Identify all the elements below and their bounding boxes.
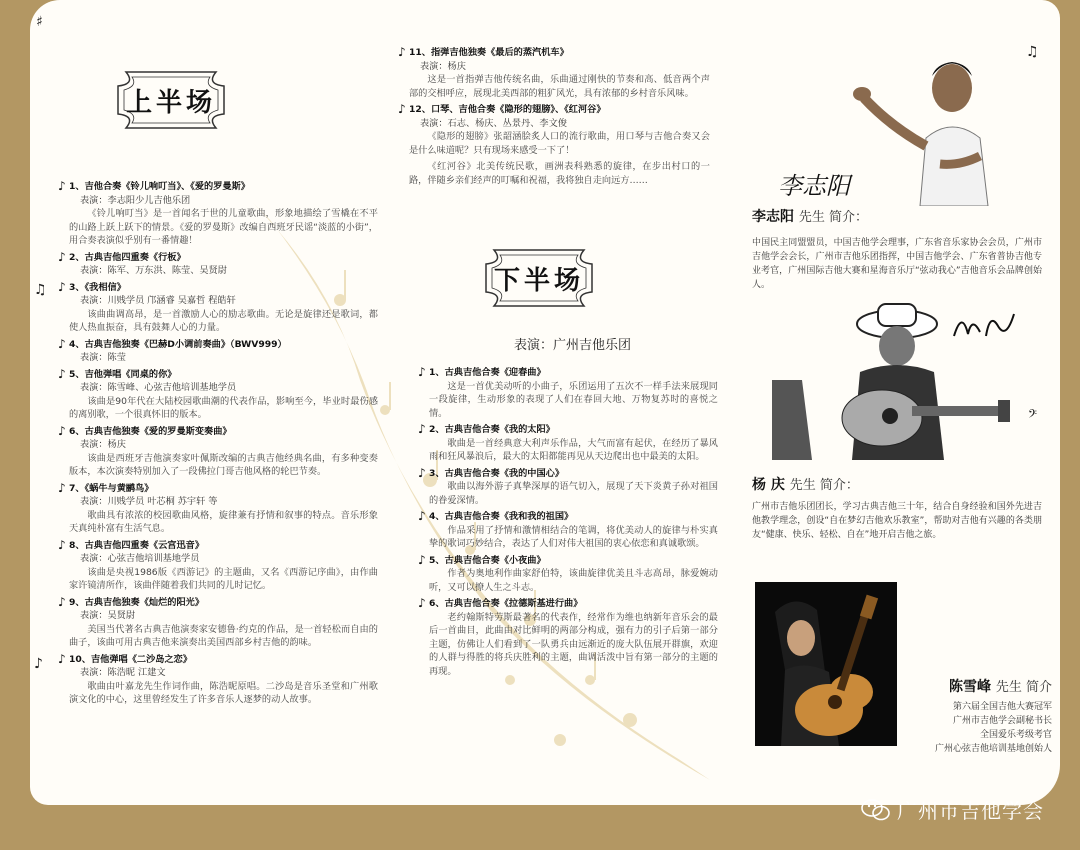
bio-line: 第六届全国吉他大赛冠军 [952,702,1052,712]
second-half-badge [474,242,604,314]
item-title: 2、古典吉他四重奏《行板》 [69,251,186,263]
program-item [58,482,378,536]
music-note-icon: ♪ [58,249,66,264]
music-note-icon: ♪ [418,465,426,480]
item-performer: 表演：陈浩昵 江建文 [80,667,166,678]
music-note-icon: ♪ [418,596,426,610]
bio-yang-qing [752,474,1042,542]
second-half-program [418,366,718,681]
bio-text: 广州市吉他乐团团长，学习古典吉他三十年，结合自身经验和国外先进吉他教学理念，创设“自在梦幻吉他欢乐教室”，帮助对吉他有兴趣的各类朋友“健康、快乐、轻松、自在”地开启吉他之旅。 [752,502,1042,540]
bio-line: 全国爱乐考级考官 [979,730,1052,740]
bio-chen-xuefeng [888,676,1052,756]
second-half-performer: 表演：广州吉他乐团 [514,338,632,353]
music-note-icon: ♪ [58,537,66,552]
item-title: 5、吉他弹唱《同桌的你》 [69,368,177,380]
program-item [58,180,378,248]
music-note-icon: ♪ [34,656,43,672]
item-performer: 表演：心弦吉他培训基地学员 [80,553,200,564]
program-item [418,423,718,464]
program-item [418,554,718,595]
sharp-note-icon: ♯ [36,14,43,30]
music-note-icon: ♪ [418,365,426,379]
item-description: 该曲是西班牙吉他演奏家叶佩斯改编的古典吉他经典名曲，有多种变奏版本，本次演奏特别加入了一段佛拉门哥吉他风格的轮巴节奏。 [69,452,378,477]
program-item [58,338,378,365]
bio-name: 李志阳 [752,209,794,225]
music-note-icon: ♪ [398,102,406,116]
program-item [58,425,378,479]
wechat-icon [861,798,891,822]
music-note-icon: ♪ [58,336,66,351]
music-note-icon: ♪ [58,366,66,381]
item-description: 《铃儿响叮当》是一首闻名于世的儿童歌曲，形象地描绘了雪橇在不平的山路上跃上跃下的情景。《爱的罗曼斯》改编自西班牙民谣“淡蓝的小街”，用合奏表演似乎别有一番情趣！ [69,208,378,246]
item-performer: 表演：李志阳少儿吉他乐团 [80,194,191,206]
item-performer: 表演：陈军、万东洪、陈莹、吴贤尉 [80,265,227,276]
music-note-icon: ♪ [418,552,426,567]
item-title: 10、吉他弹唱《二沙岛之恋》 [69,653,193,665]
bass-clef-icon: 𝄢 [1028,408,1038,424]
program-item [398,160,710,187]
bio-text: 中国民主同盟盟员，中国吉他学会理事，广东省音乐家协会会员，广州市吉他学会会长，广州市吉他乐团指挥，中国吉他学会、广东省普协吉他专业考官，广州国际吉他大赛和星海音乐厅“弦动我心”吉他音乐会品牌创始人。 [752,238,1042,290]
item-description: 该曲是90年代在大陆校园歌曲潮的代表作品，影响至今，毕业时最伤感的离别歌，一个很真怀旧的版本。 [69,395,378,420]
item-title: 11、指弹吉他独奏《最后的蒸汽机车》 [409,47,569,58]
item-description: 这是一首指弹吉他传统名曲，乐曲通过刚快的节奏和高、低音两个声部的交相呼应，展现北美西部的粗犷风光，具有浓郁的乡村音乐风味。 [409,74,710,99]
bio-line: 广州心弦吉他培训基地创始人 [934,744,1052,754]
program-page [30,0,1060,805]
program-item [398,103,710,157]
item-description: 歌曲具有浓浓的校园歌曲风格，旋律兼有抒情和叙事的特点。音乐形象天真纯朴富有生活气息。 [69,509,378,534]
music-note-icon: ♪ [58,594,66,609]
program-item [398,46,710,100]
program-item [58,251,378,278]
program-item [58,281,378,335]
brand-name: 广州市吉他学会 [897,799,1044,823]
item-title: 4、古典吉他独奏《巴赫D小调前奏曲》（BWV999） [69,338,287,350]
item-performer: 表演：陈莹 [80,352,126,363]
item-title: 2、古典吉他合奏《我的太阳》 [429,424,555,435]
item-description: 歌曲由叶嘉龙先生作词作曲，陈浩昵原唱。二沙岛是音乐圣堂和广州歌演文化的中心，这里曾经发生了许多音乐人逐梦的动人故事。 [69,680,378,705]
bio-suffix: 先生 简介： [798,210,869,225]
item-description: 该曲是央视1986版《西游记》的主题曲，又名《西游记序曲》，由作曲家许镜清所作，该曲伴随着我们共同的儿时记忆。 [69,566,378,591]
music-note-icon: ♪ [418,422,426,436]
item-description: 《红河谷》北美传统民歌，画洲表科熟悉的旋律，在步出村口的一路，伴随乡亲们经声的叮嘱和祝福，我将独自走向远方…… [409,161,710,186]
item-title: 3、古典吉他合奏《我的中国心》 [429,467,565,479]
music-note-icon: ♪ [418,509,426,523]
signature-li-zhiyang: 李志阳 [778,172,850,200]
item-performer: 表演：陈雪峰、心弦吉他培训基地学员 [80,382,237,393]
item-description: 这是一首优美动听的小曲子，乐团运用了五次不一样手法来展现同一段旋律，生动形象的表现了人们在春回大地、万物复苏时的喜悦之情。 [429,380,718,419]
program-item [418,366,718,420]
item-description: 老约翰斯特劳斯最著名的代表作，经常作为维也纳新年音乐会的最后一首曲目，此曲由对比鲜明的两部分构成，强有力的引子后第一部分主题，仿佛让人们看到了一队勇兵由远渐近的庞大队伍展开群旗，欢迎的人群与得胜的将兵庆胜利的主题，曲调活泼中旨有第一部分的主题的再现。 [429,611,718,677]
music-note-icon: ♪ [58,279,66,294]
program-item [58,539,378,593]
footer-brand [861,795,1044,824]
item-performer: 表演：吴贤尉 [80,610,136,621]
item-description: 《隐形的翅膀》张韶涵脍炙人口的流行歌曲，用口琴与吉他合奏又会是什么味道呢？只有现场来感受一下了！ [409,131,710,156]
portrait-chen-xuefeng [755,582,897,746]
item-title: 6、古典吉他合奏《拉德斯基进行曲》 [429,598,583,609]
program-item [58,368,378,422]
music-note-icon: ♪ [58,179,66,193]
item-title: 8、古典吉他四重奏《云宫迅音》 [69,539,205,551]
first-half-program [58,180,378,710]
program-item [418,510,718,551]
bio-suffix: 先生 简介 [995,680,1052,695]
item-title: 1、吉他合奏《铃儿响叮当》、《爱的罗曼斯》 [69,181,250,192]
item-title: 1、古典吉他合奏《迎春曲》 [429,367,546,378]
program-item [58,596,378,650]
portrait-li-zhiyang [840,46,1020,206]
item-title: 6、古典吉他独奏《爱的罗曼斯变奏曲》 [69,425,232,437]
signature-yang-qing-icon [950,306,1020,350]
item-performer: 表演：杨庆 [80,439,126,450]
item-performer: 表演：石志、杨庆、丛景丹、李文俊 [420,117,567,129]
bio-name: 陈雪峰 [948,679,991,695]
first-half-program-continued [398,46,710,190]
item-description: 歌曲以海外游子真挚深厚的语气切入，展现了天下炎黄子孙对祖国的眷爱深情。 [429,481,718,506]
item-title: 7、《蜗牛与黄鹂鸟》 [69,482,154,494]
item-title: 4、古典吉他合奏《我和我的祖国》 [429,511,574,522]
bio-suffix: 先生 简介： [789,478,859,493]
item-description: 该曲曲调高昂，是一首激励人心的励志歌曲。无论是旋律还是歌词，都使人热血振奋，具有鼓舞人心的力量。 [69,308,378,333]
bio-line: 广州市吉他学会副秘书长 [952,716,1052,726]
music-note-icon: ♪ [58,423,66,438]
item-description: 歌曲是一首经典意大利声乐作品，大气而富有起伏，在经历了暴风雨和狂风暴浪后，最大的太阳都能再见从天边爬出也中最美的太阳。 [429,437,718,462]
program-item [58,653,378,707]
second-half-title: 下半场 [493,265,584,296]
music-note-icon: ♫ [1026,44,1039,60]
item-performer: 表演：川贱学员 叶芯桐 苏宇轩 等 [80,496,218,507]
item-performer: 表演：川贱学员 邝涵睿 吴嘉哲 程皓轩 [80,295,236,306]
bio-li-zhiyang [752,206,1042,292]
program-item [418,597,718,678]
item-performer: 表演：杨庆 [420,60,466,72]
item-description: 美国当代著名古典吉他演奏家安德鲁·约克的作品，是一首轻松而自由的曲子，该曲可用古典吉他来演奏出美国西部乡村吉他的韵味。 [69,623,378,648]
music-note-icon: ♫ [34,282,47,298]
bio-name: 杨 庆 [752,477,785,493]
item-title: 3、《我相信》 [69,281,126,293]
item-title: 9、古典吉他独奏《灿烂的阳光》 [69,596,205,608]
first-half-title: 上半场 [125,87,216,118]
music-note-icon: ♪ [58,480,66,495]
item-title: 12、口琴、吉他合奏《隐形的翅膀》、《红河谷》 [409,104,606,115]
item-description: 作品采用了抒情和激情相结合的笔调，将优美动人的旋律与朴实真挚的歌词巧妙结合，表达了人们对伟大祖国的衷心依恋和真诚歌颂。 [429,524,718,549]
first-half-badge [106,64,236,136]
music-note-icon: ♪ [398,45,406,59]
program-item [418,467,718,508]
music-note-icon: ♪ [58,651,66,666]
item-description: 作者为奥地利作曲家舒伯特，该曲旋律优美且斗志高昂，脉爱婉动听，又可以撩人生之斗志。 [429,568,718,593]
item-title: 5、古典吉他合奏《小夜曲》 [429,554,546,566]
